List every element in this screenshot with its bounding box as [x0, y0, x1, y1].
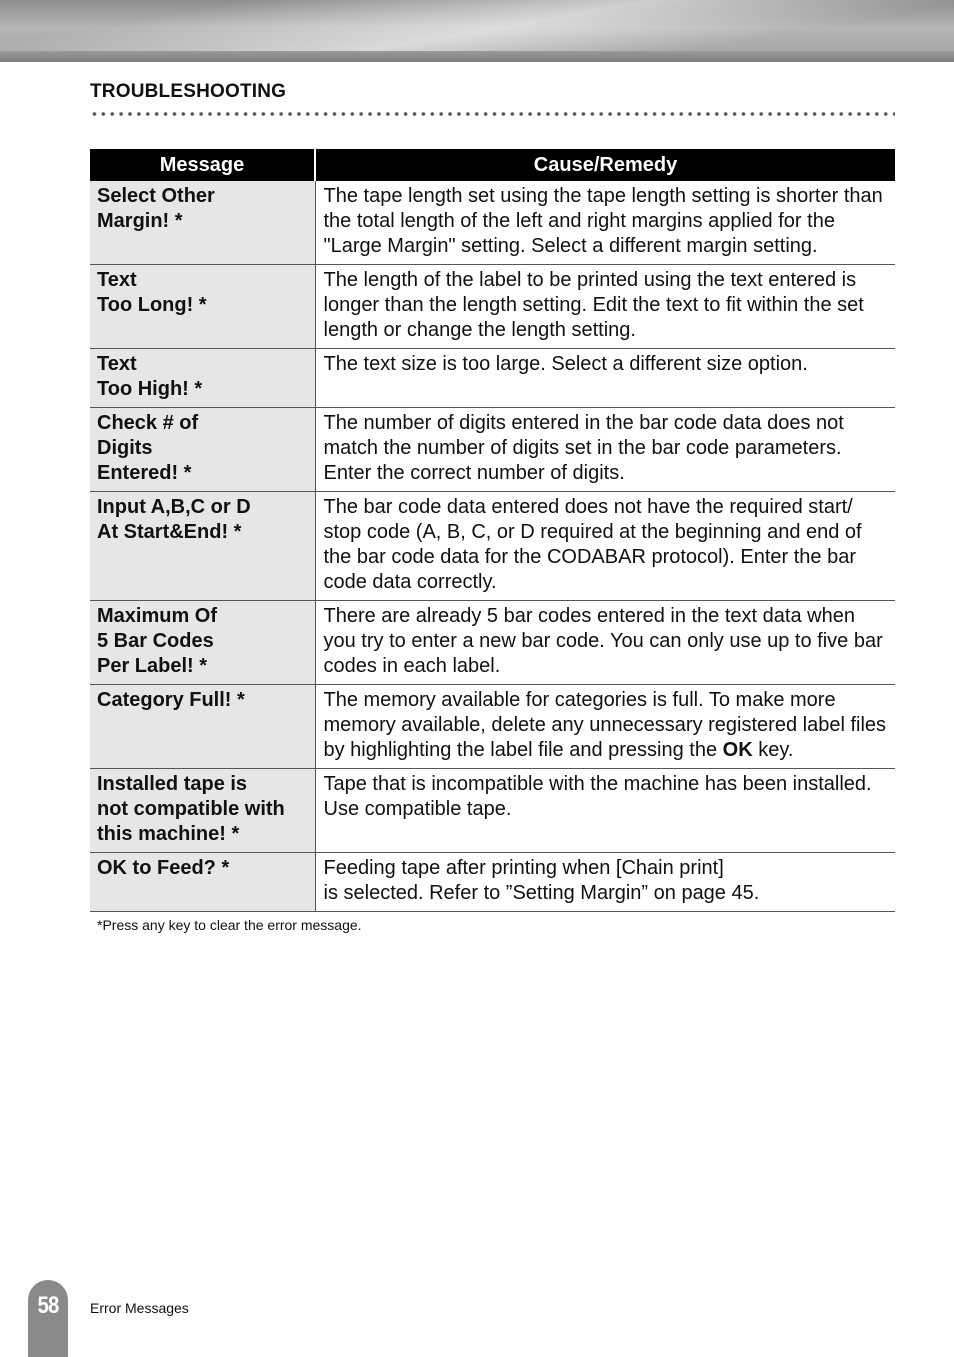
- banner-band: [0, 51, 954, 62]
- remedy-cell: The bar code data entered does not have the required start/ stop code (A, B, C, or D required at the beginning and end of the bar code data for the CODABAR protocol). Enter the bar code data correctly.: [315, 492, 895, 601]
- remedy-cell: The length of the label to be printed using the text entered is longer than the length setting. Edit the text to fit within the set length or change the length setting.: [315, 265, 895, 349]
- message-cell: OK to Feed? *: [90, 853, 315, 912]
- message-cell: Text Too Long! *: [90, 265, 315, 349]
- footnote: *Press any key to clear the error message.: [97, 917, 362, 933]
- remedy-line: Feeding tape after printing when [Chain print]: [323, 857, 724, 879]
- table-row: [90, 265, 895, 349]
- table-row: [90, 685, 895, 769]
- table-row: [90, 181, 895, 265]
- message-cell: Text Too High! *: [90, 349, 315, 408]
- column-header-cause-remedy: Cause/Remedy: [315, 149, 895, 181]
- remedy-cell: There are already 5 bar codes entered in the text data when you try to enter a new bar code. You can only use up to five bar codes in each label.: [315, 601, 895, 685]
- header-banner: [0, 0, 954, 62]
- ok-key-label: OK: [722, 739, 753, 761]
- remedy-cell: The text size is too large. Select a different size option.: [315, 349, 895, 408]
- message-cell: Input A,B,C or D At Start&End! *: [90, 492, 315, 601]
- dotted-divider: [90, 111, 895, 117]
- remedy-cell: The tape length set using the tape length setting is shorter than the total length of the left and right margins applied for the "Large Margin" setting. Select a different margin setting.: [315, 181, 895, 265]
- section-title: TROUBLESHOOTING: [90, 81, 287, 102]
- table-row: [90, 853, 895, 912]
- remedy-cell: Tape that is incompatible with the machine has been installed. Use compatible tape.: [315, 769, 895, 853]
- remedy-text: key.: [752, 739, 794, 761]
- message-cell: Select Other Margin! *: [90, 181, 315, 265]
- remedy-cell: The number of digits entered in the bar code data does not match the number of digits set in the bar code parameters. Enter the correct number of digits.: [315, 408, 895, 492]
- remedy-cell: [315, 853, 895, 912]
- page-number-tab: [28, 1280, 68, 1357]
- message-cell: Installed tape is not compatible with this machine! *: [90, 769, 315, 853]
- remedy-text: The memory available for categories is full. To make more memory available, delete any unnecessary registered label files by highlighting the label file and pressing the: [323, 689, 887, 761]
- table-row: [90, 492, 895, 601]
- page-number: 58: [37, 1292, 59, 1319]
- table-header-row: [90, 149, 895, 181]
- footer-section-label: Error Messages: [90, 1300, 189, 1316]
- message-cell: Category Full! *: [90, 685, 315, 769]
- message-cell: Check # of Digits Entered! *: [90, 408, 315, 492]
- remedy-cell: [315, 685, 895, 769]
- table-row: [90, 349, 895, 408]
- table-row: [90, 769, 895, 853]
- message-cell: Maximum Of 5 Bar Codes Per Label! *: [90, 601, 315, 685]
- table-row: [90, 408, 895, 492]
- column-header-message: Message: [90, 149, 315, 181]
- remedy-line: is selected. Refer to ”Setting Margin” on page 45.: [323, 882, 760, 904]
- table-row: [90, 601, 895, 685]
- error-messages-table: [90, 149, 895, 912]
